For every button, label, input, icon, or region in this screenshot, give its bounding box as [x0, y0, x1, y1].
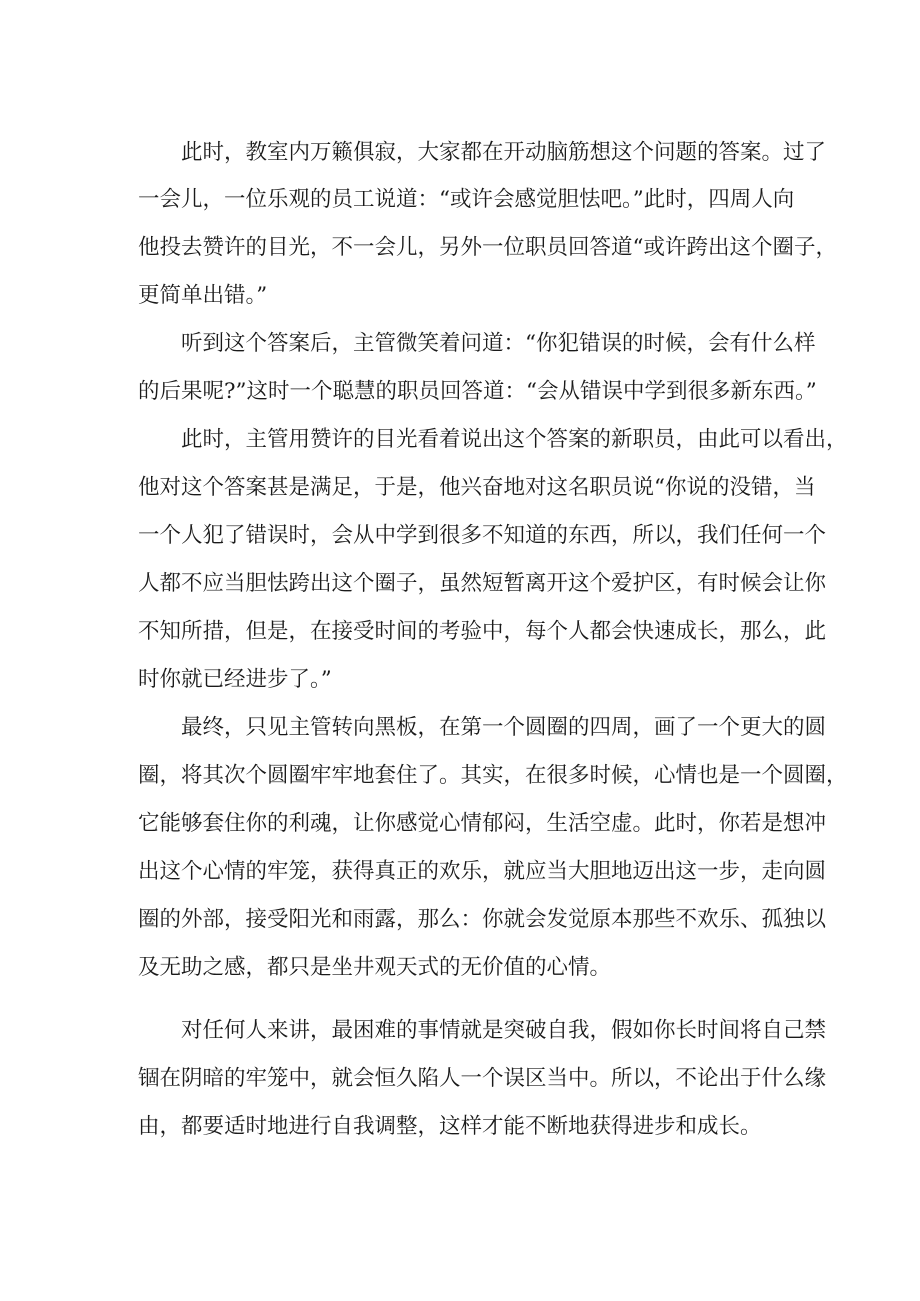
- paragraph-1-line-1: 此时，教室内万籁俱寂，大家都在开动脑筋想这个问题的答案。过了: [181, 140, 827, 165]
- paragraph-4-line-1: 最终，只见主管转向黑板，在第一个圆圈的四周，画了一个更大的圆: [181, 715, 827, 740]
- paragraph-4-line-3: 它能够套住你的利魂，让你感觉心情郁闷，生活空虚。此时，你若是想冲: [138, 811, 827, 836]
- paragraph-2-line-2: 的后果呢?”这时一个聪慧的职员回答道：“会从错误中学到很多新东西。”: [138, 379, 817, 404]
- paragraph-4-line-6: 及无助之感，都只是坐井观天式的无价值的心情。: [138, 955, 612, 980]
- paragraph-3-line-4: 人都不应当胆怯跨出这个圈子，虽然短暂离开这个爱护区，有时候会让你: [138, 571, 827, 596]
- paragraph-3-line-2: 他对这个答案甚是满足，于是，他兴奋地对这名职员说“你说的没错，当: [138, 475, 816, 500]
- paragraph-1-line-3: 他投去赞许的目光，不一会儿，另外一位职员回答道“或许跨出这个圈子，: [138, 235, 837, 260]
- paragraph-3-line-5: 不知所措，但是，在接受时间的考验中，每个人都会快速成长，那么，此: [138, 619, 827, 644]
- paragraph-4-line-4: 出这个心情的牢笼，获得真正的欢乐，就应当大胆地迈出这一步，走向圆: [138, 859, 827, 884]
- paragraph-5-line-1: 对任何人来讲，最困难的事情就是突破自我，假如你长时间将自己禁: [181, 1018, 827, 1043]
- paragraph-4-line-2: 圈，将其次个圆圈牢牢地套住了。其实，在很多时候，心情也是一个圆圈，: [138, 763, 848, 788]
- paragraph-1-line-2: 一会儿，一位乐观的员工说道：“或许会感觉胆怯吧。”此时，四周人向: [138, 187, 795, 212]
- paragraph-2-line-1: 听到这个答案后，主管微笑着问道：“你犯错误的时候，会有什么样: [181, 331, 816, 356]
- paragraph-3-line-1: 此时，主管用赞许的目光看着说出这个答案的新职员，由此可以看出，: [181, 427, 848, 452]
- paragraph-1-line-4: 更简单出错。”: [138, 283, 268, 308]
- paragraph-3-line-3: 一个人犯了错误时，会从中学到很多不知道的东西，所以，我们任何一个: [138, 523, 827, 548]
- paragraph-4-line-5: 圈的外部，接受阳光和雨露，那么：你就会发觉原本那些不欢乐、孤独以: [138, 907, 827, 932]
- paragraph-5-line-2: 锢在阴暗的牢笼中，就会恒久陷人一个误区当中。所以，不论出于什么缘: [138, 1066, 827, 1091]
- paragraph-3-line-6: 时你就已经进步了。”: [138, 667, 332, 692]
- paragraph-5-line-3: 由，都要适时地进行自我调整，这样才能不断地获得进步和成长。: [138, 1114, 762, 1139]
